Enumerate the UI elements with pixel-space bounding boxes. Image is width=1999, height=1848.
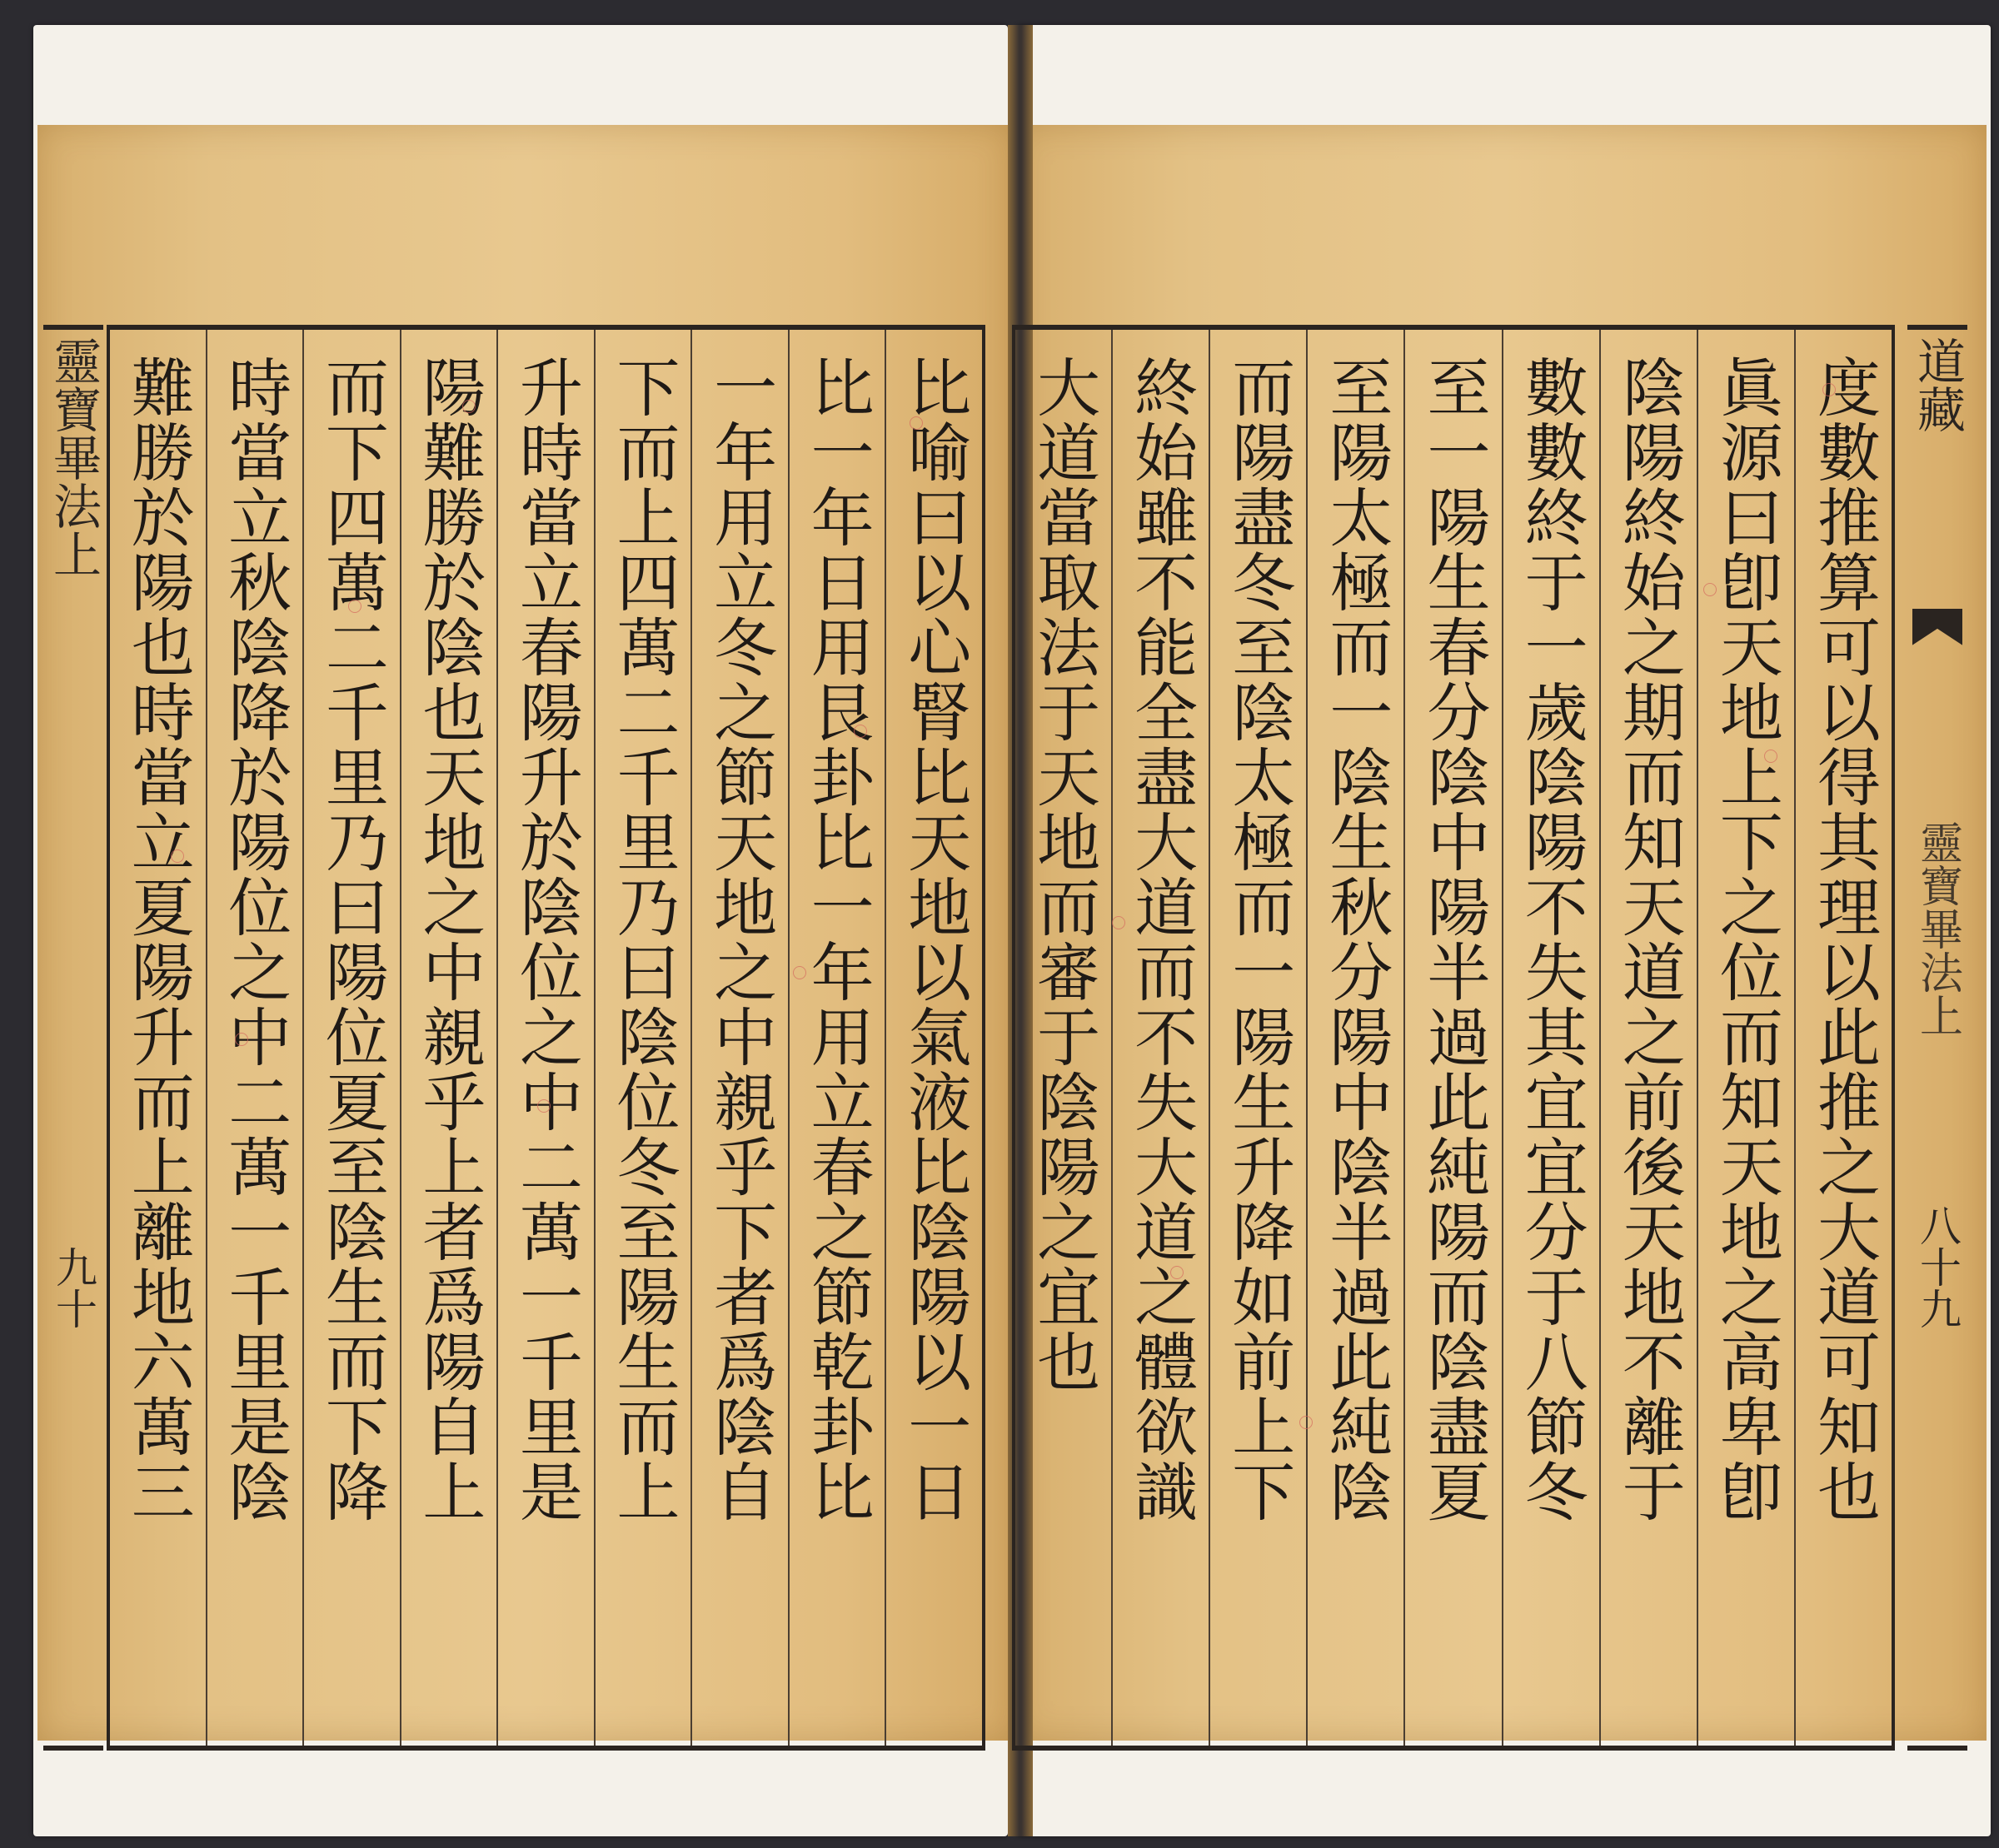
- text-column: [400, 330, 497, 1746]
- column-text: 數數終于一歲陰陽不失其宜宜分于八節冬: [1514, 355, 1589, 1524]
- punctuation-mark-icon: [235, 1033, 248, 1046]
- fish-tail-mark-icon: [1912, 609, 1962, 645]
- punctuation-mark-icon: [910, 416, 923, 430]
- text-column: [1403, 330, 1501, 1746]
- text-column: [1697, 330, 1794, 1746]
- punctuation-mark-icon: [348, 600, 361, 613]
- punctuation-mark-icon: [1703, 583, 1717, 596]
- punctuation-mark-icon: [854, 725, 867, 738]
- text-column: [690, 330, 788, 1746]
- column-text: 終始雖不能全盡大道而不失大道之體欲識: [1124, 355, 1199, 1524]
- text-column: [1599, 330, 1697, 1746]
- left-page-number: 九十: [49, 1246, 97, 1329]
- punctuation-mark-icon: [462, 400, 476, 413]
- punctuation-mark-icon: [793, 966, 806, 979]
- left-margin-title: 靈寶畢法上: [45, 336, 102, 578]
- left-margin-strip: [43, 325, 103, 1751]
- column-text: 至一陽生春分陰中陽半過此純陽而陰盡夏: [1417, 355, 1491, 1524]
- right-columns: [1012, 330, 1895, 1746]
- column-text: 難勝於陽也時當立夏陽升而上離地六萬三: [121, 355, 196, 1524]
- text-column: [1209, 330, 1306, 1746]
- column-text: 時當立秋陰降於陽位之中二萬一千里是陰: [217, 355, 292, 1524]
- column-text: 下而上四萬二千里乃曰陰位冬至陽生而上: [606, 355, 681, 1524]
- text-column: [594, 330, 691, 1746]
- column-text: 升時當立春陽升於陰位之中二萬一千里是: [509, 355, 584, 1524]
- column-text: 比一年日用艮卦比一年用立春之節乾卦比: [800, 355, 875, 1524]
- text-column: [1794, 330, 1895, 1746]
- column-text: 大道當取法于天地而審于陰陽之宜也: [1026, 355, 1101, 1394]
- text-column: [302, 330, 400, 1746]
- right-margin-subtitle: 靈寶畢法上: [1912, 820, 1962, 1038]
- punctuation-mark-icon: [1299, 1416, 1313, 1429]
- text-column: [788, 330, 885, 1746]
- column-text: 眞源曰卽天地上下之位而知天地之高卑卽: [1709, 355, 1784, 1524]
- text-column: [1502, 330, 1599, 1746]
- column-text: 一年用立冬之節天地之中親乎下者爲陰自: [703, 355, 778, 1524]
- right-page-number: 八十九: [1913, 1203, 1962, 1329]
- text-column: [885, 330, 985, 1746]
- punctuation-mark-icon: [1822, 383, 1836, 396]
- text-column: [1111, 330, 1209, 1746]
- text-column: [1012, 330, 1111, 1746]
- right-margin-title: 道藏: [1909, 336, 1966, 433]
- column-text: 至陽太極而一陰生秋分陽中陰半過此純陰: [1319, 355, 1393, 1524]
- text-column: [206, 330, 303, 1746]
- right-margin-strip: [1907, 325, 1967, 1751]
- text-column: [496, 330, 594, 1746]
- column-text: 陰陽終始之期而知天道之前後天地不離于: [1612, 355, 1687, 1524]
- punctuation-mark-icon: [1764, 750, 1777, 763]
- right-text-frame: [1012, 325, 1895, 1751]
- punctuation-mark-icon: [537, 1099, 551, 1113]
- column-text: 比喻曰以心腎比天地以氣液比陰陽以一日: [897, 355, 972, 1524]
- punctuation-mark-icon: [1112, 916, 1125, 929]
- column-text: 度數推算可以得其理以此推之大道可知也: [1807, 355, 1882, 1524]
- column-text: 陽難勝於陰也天地之中親乎上者爲陽自上: [411, 355, 486, 1524]
- punctuation-mark-icon: [1170, 1266, 1184, 1279]
- column-text: 而陽盡冬至陰太極而一陽生升降如前上下: [1221, 355, 1296, 1524]
- text-column: [1306, 330, 1403, 1746]
- text-column: [107, 330, 206, 1746]
- punctuation-mark-icon: [171, 849, 184, 863]
- column-text: 而下四萬二千里乃曰陽位夏至陰生而下降: [315, 355, 390, 1524]
